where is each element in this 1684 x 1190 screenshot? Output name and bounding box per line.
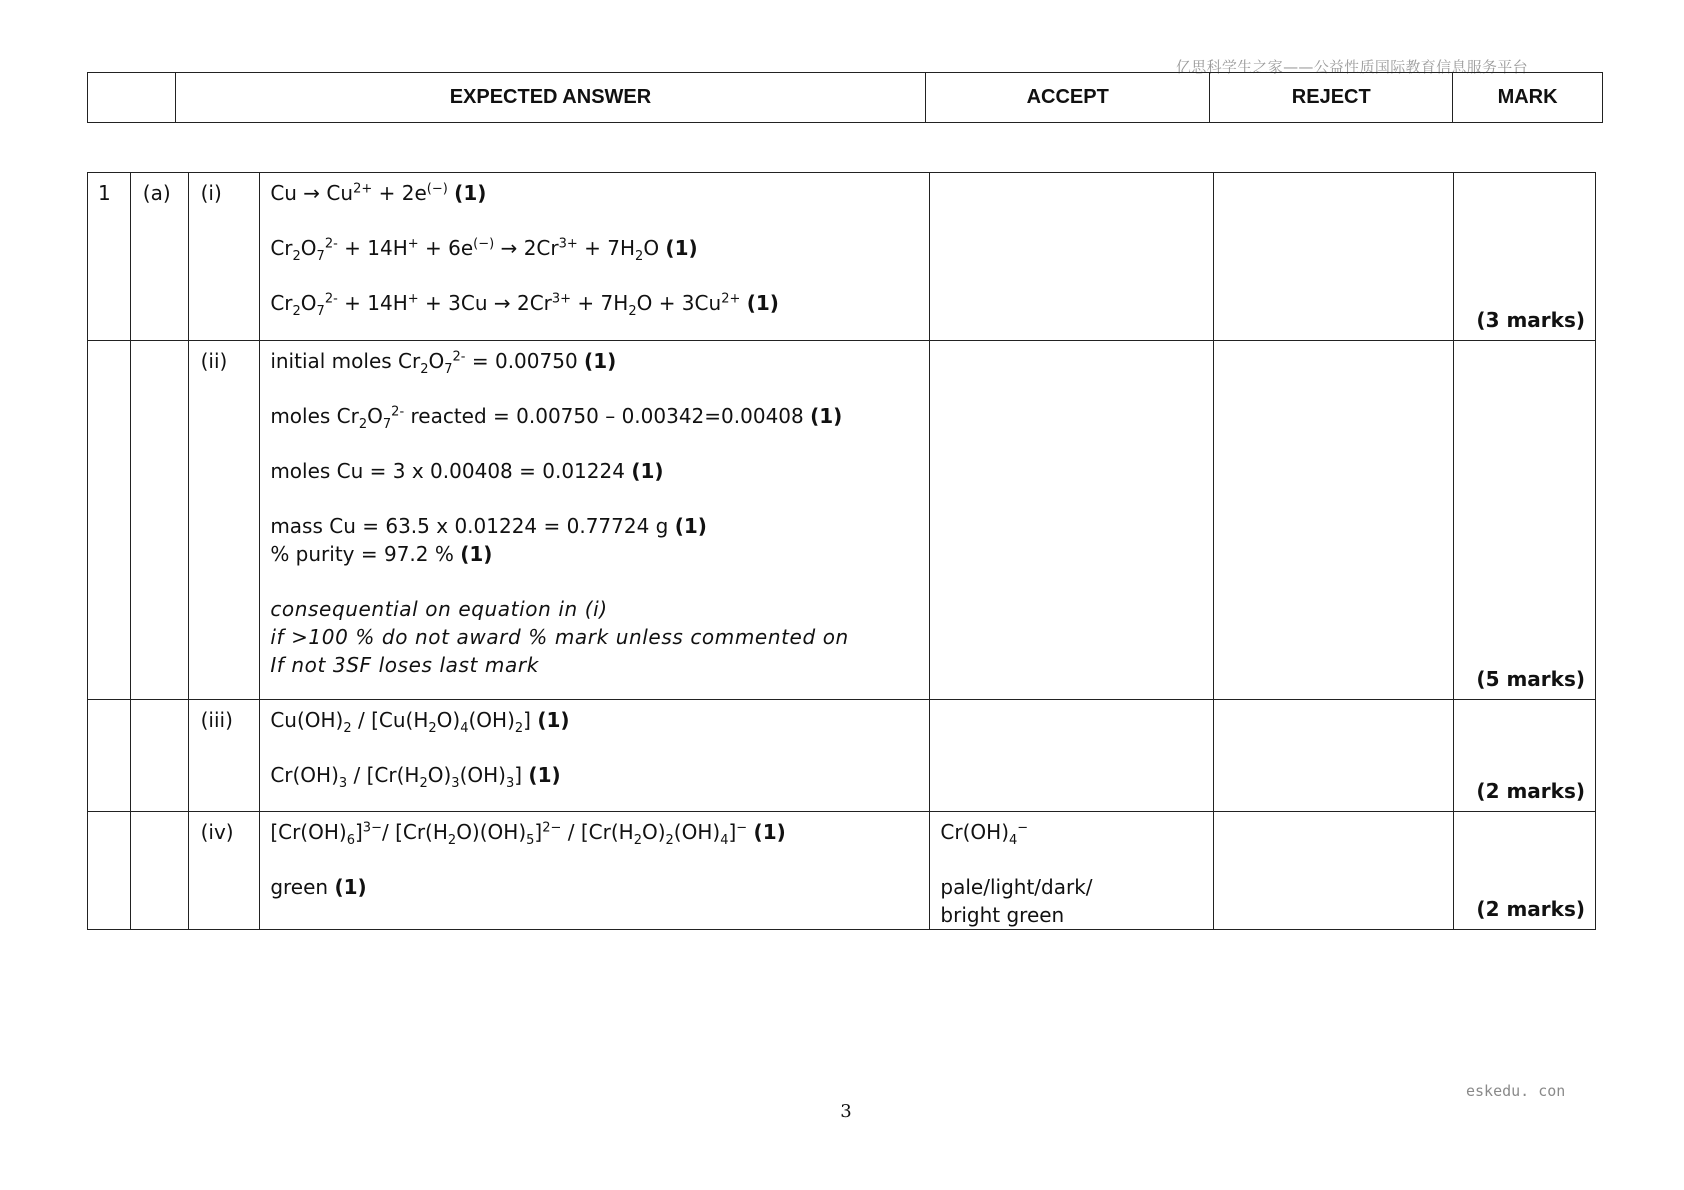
answer-line: initial moles $Cr_2O_7^{2-} = 0.00750$ (1) [270, 349, 617, 377]
table-row-iv [88, 812, 1596, 930]
part-label-empty [130, 812, 188, 930]
subpart-label-iv: (iv) [188, 812, 260, 930]
accept-line: bright green [940, 903, 1065, 927]
question-number-empty [88, 700, 131, 812]
answer-line: $Cr_2O_7^{2-} + 14H^+ + 3Cu \to 2Cr^{3+} + 7H_2O + 3Cu^{2+}$ (1) [270, 291, 779, 319]
question-number-empty [88, 341, 131, 700]
accept-cell-iv [930, 812, 1214, 930]
accept-line: pale/light/dark/ [940, 875, 1093, 899]
header-expected-answer: EXPECTED ANSWER [175, 73, 925, 123]
answer-line: $Cu \to Cu^{2+} + 2e^{(-)}$ (1) [270, 181, 487, 205]
mark-scheme-table [87, 172, 1596, 930]
marking-note: if >100 % do not award % mark unless commented on [270, 625, 849, 649]
marking-note: consequential on equation in (i) [270, 597, 608, 621]
expected-answer-iv [260, 812, 930, 930]
answer-line: green (1) [270, 875, 367, 899]
reject-cell-iii [1214, 700, 1454, 812]
answer-line: $Cu(OH)_2 / [Cu(H_2O)_4(OH)_2]$ (1) [270, 708, 570, 736]
header-mark: MARK [1453, 73, 1603, 123]
answer-line: mass Cu = 63.5 x 0.01224 = 0.77724 g (1) [270, 514, 707, 538]
header-accept: ACCEPT [926, 73, 1210, 123]
answer-line: % purity = 97.2 % (1) [270, 542, 493, 566]
header-reject: REJECT [1210, 73, 1453, 123]
marks-total: (2 marks) [1476, 779, 1585, 803]
part-label-empty [130, 700, 188, 812]
marks-total: (3 marks) [1476, 308, 1585, 332]
table-row-i [88, 173, 1596, 341]
table-row-ii [88, 341, 1596, 700]
header-table [87, 72, 1603, 123]
subpart-label-ii: (ii) [188, 341, 260, 700]
subpart-label-iii: (iii) [188, 700, 260, 812]
mark-cell-iv [1454, 812, 1596, 930]
watermark-bottom: eskedu. con [1466, 1082, 1566, 1100]
subpart-label-i: (i) [188, 173, 260, 341]
answer-line: $Cr_2O_7^{2-} + 14H^+ + 6e^{(-)} \to 2Cr^{3+} + 7H_2O$ (1) [270, 236, 698, 264]
answer-line: $[Cr(OH)_6]^{3-}/$ $[Cr(H_2O)(OH)_5]^{2-} / [Cr(H_2O)_2(OH)_4]^-$ (1) [270, 820, 786, 848]
reject-cell-i [1214, 173, 1454, 341]
question-number-empty [88, 812, 131, 930]
table-row-iii [88, 700, 1596, 812]
page-number: 3 [840, 1101, 852, 1122]
question-number: 1 [88, 173, 131, 341]
marking-note: If not 3SF loses last mark [270, 653, 539, 677]
mark-cell-i [1454, 173, 1596, 341]
accept-cell-i [930, 173, 1214, 341]
accept-cell-iii [930, 700, 1214, 812]
answer-line: moles Cu = 3 x 0.00408 = 0.01224 (1) [270, 459, 664, 483]
accept-cell-ii [930, 341, 1214, 700]
expected-answer-i [260, 173, 930, 341]
part-label-empty [130, 341, 188, 700]
part-label: (a) [130, 173, 188, 341]
reject-cell-iv [1214, 812, 1454, 930]
watermark-top: 亿思科学生之家——公益性质国际教育信息服务平台 [1176, 58, 1528, 76]
expected-answer-ii [260, 341, 930, 700]
marks-total: (2 marks) [1476, 897, 1585, 921]
expected-answer-iii [260, 700, 930, 812]
answer-line: moles $Cr_2O_7^{2-}$ reacted = 0.00750 – 0.00342=0.00408 (1) [270, 404, 843, 432]
mark-cell-iii [1454, 700, 1596, 812]
reject-cell-ii [1214, 341, 1454, 700]
header-blank-cell [88, 73, 176, 123]
answer-line: $Cr(OH)_3 / [Cr(H_2O)_3(OH)_3]$ (1) [270, 763, 561, 791]
marks-total: (5 marks) [1476, 667, 1585, 691]
mark-cell-ii [1454, 341, 1596, 700]
accept-line: $Cr(OH)_4^-$ [940, 820, 1029, 848]
